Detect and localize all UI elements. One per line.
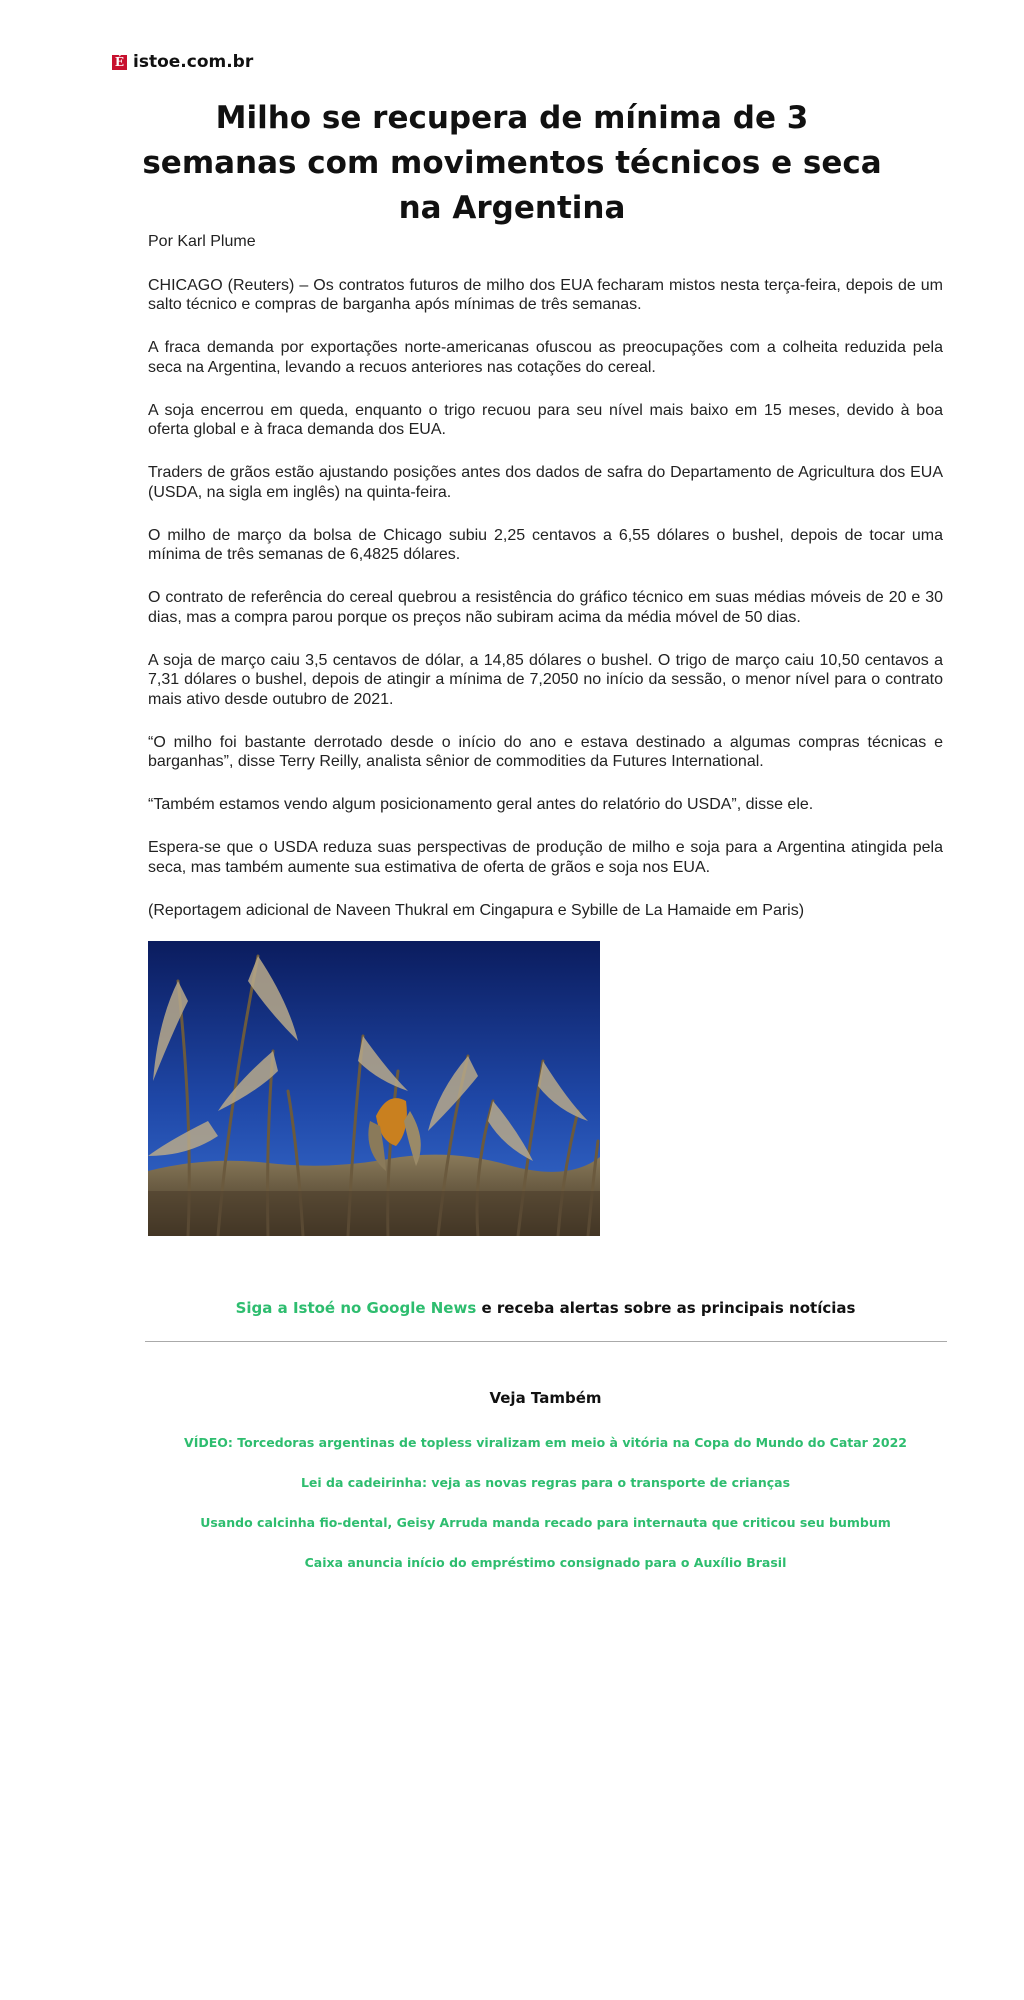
related-link[interactable]: Lei da cadeirinha: veja as novas regras para o transporte de crianças <box>300 1475 791 1490</box>
article-paragraph: A fraca demanda por exportações norte-americanas ofuscou as preocupações com a colheita reduzida pela seca na Argentina, levando a recuos anteriores nas cotações do cereal. <box>148 339 943 376</box>
related-item <box>140 1512 951 1552</box>
google-news-link[interactable]: Siga a Istoé no Google News <box>235 1299 477 1317</box>
related-list <box>140 1432 951 1592</box>
site-header <box>112 52 253 72</box>
cornfield-photo <box>148 941 600 1236</box>
section-divider <box>145 1341 947 1342</box>
related-item <box>140 1432 951 1472</box>
article-body <box>148 232 943 944</box>
related-item <box>140 1472 951 1512</box>
article-paragraph: Espera-se que o USDA reduza suas perspectivas de produção de milho e soja para a Argentina atingida pela seca, mas também aumente sua estimativa de oferta de grãos e soja nos EUA. <box>148 839 943 876</box>
site-domain[interactable]: istoe.com.br <box>133 52 254 72</box>
article-paragraph: “O milho foi bastante derrotado desde o início do ano e estava destinado a algumas compras técnicas e barganhas”, disse Terry Reilly, analista sênior de commodities da Futures International. <box>148 733 943 770</box>
related-link[interactable]: VÍDEO: Torcedoras argentinas de topless viralizam em meio à vitória na Copa do Mundo do Catar 2022 <box>184 1435 907 1450</box>
google-news-cta <box>140 1299 951 1317</box>
article-paragraph: O contrato de referência do cereal quebrou a resistência do gráfico técnico em suas médias móveis de 20 e 30 dias, mas a compra parou porque os preços não subiram acima da média móvel de 50 dias. <box>148 589 943 626</box>
article-photo <box>148 941 600 1236</box>
article-paragraph: CHICAGO (Reuters) – Os contratos futuros de milho dos EUA fecharam mistos nesta terça-feira, depois de um salto técnico e compras de barganha após mínimas de três semanas. <box>148 276 943 313</box>
article-paragraph: Traders de grãos estão ajustando posições antes dos dados de safra do Departamento de Agricultura dos EUA (USDA, na sigla em inglês) na quinta-feira. <box>148 464 943 501</box>
related-title: Veja Também <box>489 1389 602 1407</box>
article-paragraph: O milho de março da bolsa de Chicago subiu 2,25 centavos a 6,55 dólares o bushel, depois de tocar uma mínima de três semanas de 6,4825 dólares. <box>148 526 943 563</box>
article-paragraph: “Também estamos vendo algum posicionamento geral antes do relatório do USDA”, disse ele. <box>148 796 814 813</box>
article-paragraph: (Reportagem adicional de Naveen Thukral em Cingapura e Sybille de La Hamaide em Paris) <box>148 901 805 919</box>
related-link[interactable]: Caixa anuncia início do empréstimo consignado para o Auxílio Brasil <box>304 1555 787 1570</box>
google-news-cta-text: e receba alertas sobre as principais notícias <box>476 1299 856 1317</box>
related-item <box>140 1552 951 1592</box>
istoe-logo-icon[interactable]: É <box>112 55 127 70</box>
article-byline: Por Karl Plume <box>148 233 256 250</box>
article-paragraph: A soja encerrou em queda, enquanto o trigo recuou para seu nível mais baixo em 15 meses, devido à boa oferta global e à fraca demanda dos EUA. <box>148 401 943 438</box>
article-title: Milho se recupera de mínima de 3 semanas com movimentos técnicos e seca na Argentina <box>142 100 882 226</box>
article-paragraph: A soja de março caiu 3,5 centavos de dólar, a 14,85 dólares o bushel. O trigo de março caiu 10,50 centavos a 7,31 dólares o bushel, depois de atingir a mínima de 7,2050 no início da sessão, o menor nível para o contrato mais ativo desde outubro de 2021. <box>148 651 943 708</box>
related-link[interactable]: Usando calcinha fio-dental, Geisy Arruda manda recado para internauta que criticou seu bumbum <box>200 1515 891 1530</box>
